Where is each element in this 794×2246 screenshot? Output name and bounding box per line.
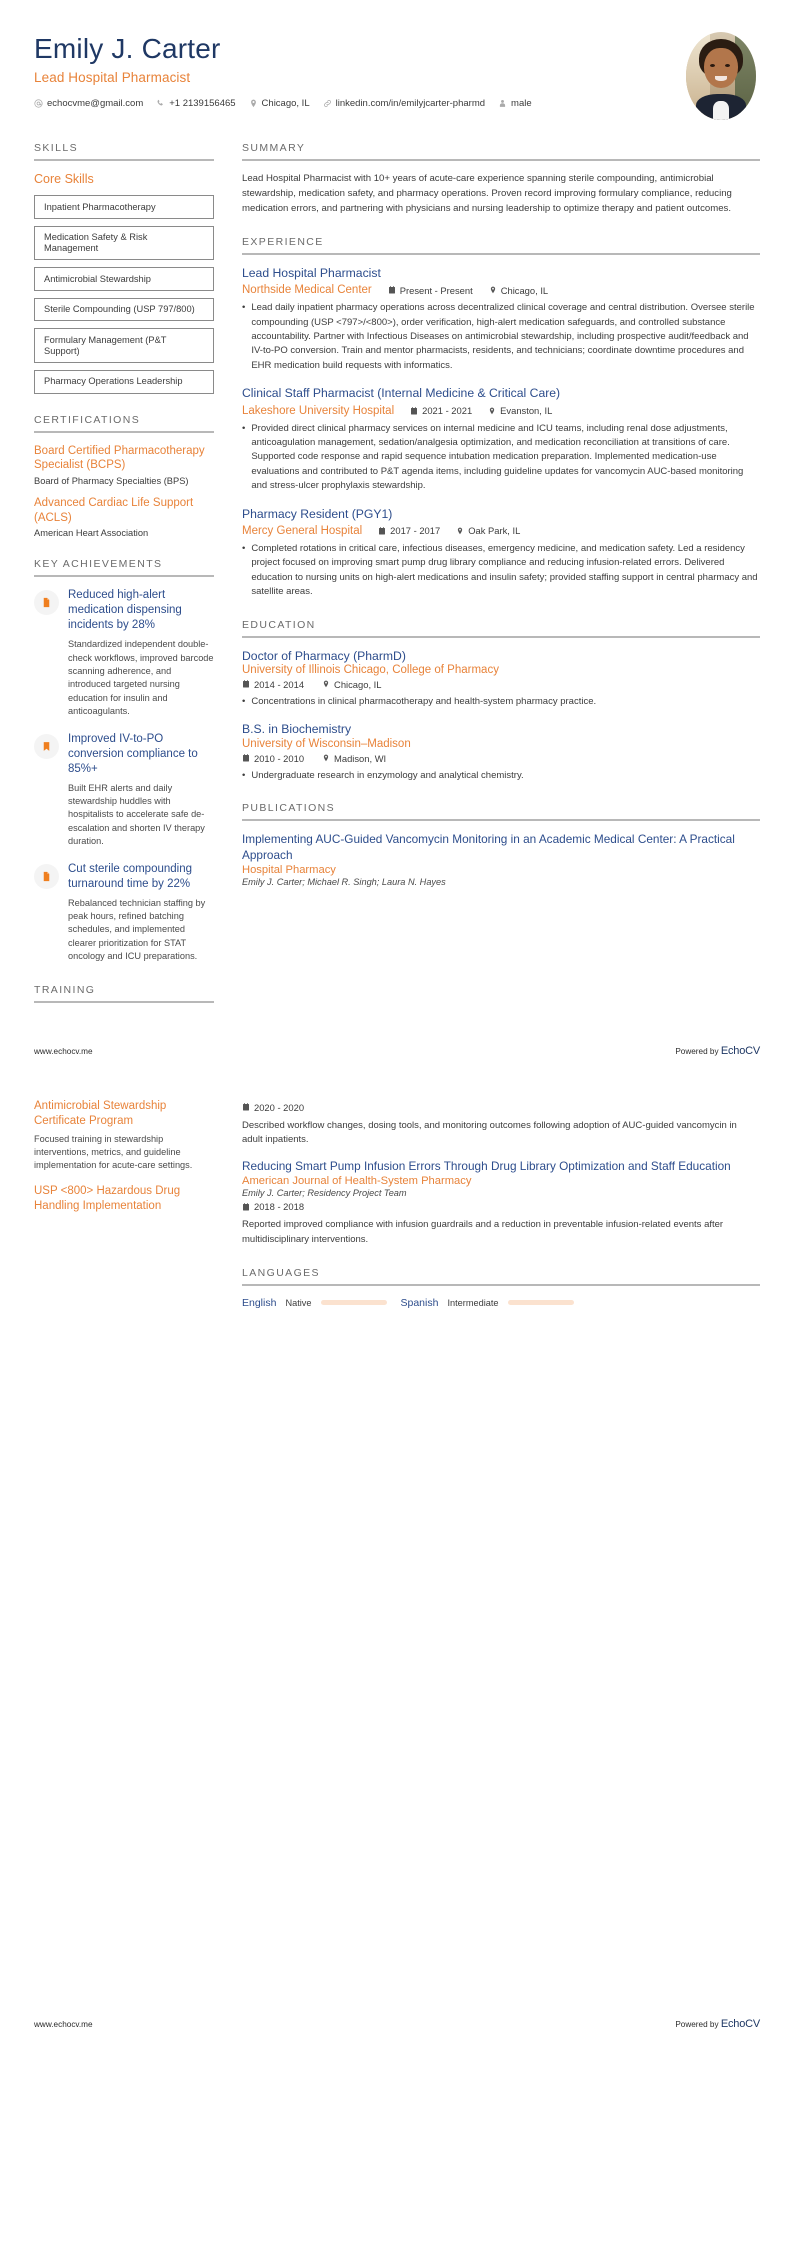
bullet-item [242,542,760,600]
education-location [322,679,381,690]
skill-pill: Antimicrobial Stewardship [34,267,214,291]
section-certifications [34,414,214,539]
section-rule-certifications [34,431,214,433]
certification-org: Board of Pharmacy Specialties (BPS) [34,475,189,486]
education-location-text: Chicago, IL [334,678,382,690]
section-title-summary: SUMMARY [242,142,306,154]
experience-dates [410,405,472,416]
calendar-icon [378,527,386,535]
experience-company: Mercy General Hospital [242,524,363,537]
calendar-icon [410,407,418,415]
section-publications [242,802,760,887]
bullet-dot: • [242,542,246,554]
publication-journal: Hospital Pharmacy [242,864,336,877]
experience-bullets [242,301,760,373]
skill-pill: Medication Safety & Risk Management [34,226,214,260]
education-degree: Doctor of Pharmacy (PharmD) [242,648,406,663]
certification-item [34,496,214,538]
achievement-title: Cut sterile compounding turnaround time by 22% [68,862,193,890]
calendar-icon [388,286,396,294]
education-dates-text: 2010 - 2010 [254,752,305,764]
contact-row [34,98,686,109]
right-column [232,142,760,906]
section-title-experience: EXPERIENCE [242,235,324,248]
skill-pill: Sterile Compounding (USP 797/800) [34,298,214,322]
contact-phone[interactable] [156,98,235,109]
bullet-item [242,301,760,373]
education-entry [242,722,760,783]
education-school: University of Illinois Chicago, College of Pharmacy [242,663,499,676]
experience-location [489,285,548,296]
skill-pill: Formulary Management (P&T Support) [34,328,214,362]
document-icon [34,864,59,889]
achievement-item [34,732,214,849]
bullet-text: Lead daily inpatient pharmacy operations across decentralized clinical coverage and central distribution. Oversee sterile compounding (USP <797>/<800>), order verification, high-alert medication safeguards, and controlled substance accountability. Partner with Infectious Diseases on antimicrobial stewardship, including prospective audit/feedback and IV-to-PO conversion. Train and mentor pharmacists, residents, and technicians; coordinate downtime procedures and EHR medication build requests with informatics. [251,302,755,371]
footer-brand-name: EchoCV [720,1044,760,1057]
achievement-body [68,732,214,849]
language-level: Native [285,1297,312,1308]
section-summary [242,142,760,217]
section-title-skills: SKILLS [34,142,79,154]
section-experience [242,236,760,600]
bookmark-icon [34,734,59,759]
avatar-photo [686,32,756,120]
calendar-icon [242,680,250,688]
section-title-publications: PUBLICATIONS [242,802,336,815]
avatar [686,32,756,120]
language-item [242,1297,387,1309]
achievement-desc: Standardized independent double-check workflows, improved barcode scanning adherence, and introduced targeted nursing education for insulin and anticoagulants. [68,639,214,717]
section-rule-summary [242,159,760,161]
contact-gender [498,98,532,109]
education-entry [242,649,760,710]
certification-name: Advanced Cardiac Life Support (ACLS) [34,496,194,524]
location-icon [249,99,258,108]
publication-desc: Reported improved compliance with infusion guardrails and a reduction in preventable infusion-related events after multidisciplinary interventions. [242,1219,724,1245]
candidate-name: Emily J. Carter [34,33,221,64]
language-proficiency-bar [508,1300,574,1305]
location-icon [488,407,496,415]
publication-journal: American Journal of Health-System Pharmacy [242,1175,472,1188]
section-title-languages: LANGUAGES [242,1266,320,1279]
experience-dates [378,525,440,536]
section-rule-publications [242,819,760,821]
training-item [34,1099,214,1173]
section-title-education: EDUCATION [242,618,316,631]
language-proficiency-bar [321,1300,387,1305]
footer-powered-text: Powered by [675,2019,721,2029]
experience-dates [388,285,473,296]
experience-dates-text: Present - Present [399,284,473,296]
publication-dates [242,1102,760,1113]
experience-meta [242,525,760,537]
resume-page-2 [0,1091,794,2030]
bullet-text: Undergraduate research in enzymology and analytical chemistry. [251,769,524,781]
experience-location-text: Evanston, IL [500,405,553,417]
publication-item [242,832,760,887]
summary-text: Lead Hospital Pharmacist with 10+ years of acute-care experience spanning sterile compounding, antimicrobial stewardship, medication safety, and pharmacy operations. Proven record improving formulary compliance, reducing medication errors, and partnering with physicians and nursing leadership to optimize therapy and patient outcomes. [242,173,732,214]
language-item [401,1297,574,1309]
link-icon [323,99,332,108]
location-icon [322,680,330,688]
education-dates [242,753,304,764]
skill-pill: Inpatient Pharmacotherapy [34,195,214,219]
calendar-icon [242,1103,250,1111]
education-degree: B.S. in Biochemistry [242,722,352,737]
training-desc: Focused training in stewardship interventions, metrics, and guideline implementation for acute-care settings. [34,1133,193,1171]
location-icon [489,286,497,294]
training-name: Antimicrobial Stewardship Certificate Program [34,1099,167,1127]
section-rule-key-achievements [34,575,214,577]
email-icon [34,99,43,108]
skills-group-title: Core Skills [34,172,94,186]
section-rule-training [34,1001,214,1003]
bullet-dot: • [242,769,246,781]
avatar-eye-right [725,64,730,67]
bullet-dot: • [242,422,246,434]
calendar-icon [242,754,250,762]
avatar-face [704,48,738,88]
publication-dates [242,1201,760,1212]
resume-columns-page-1 [0,120,794,1023]
left-column-page-2 [34,1099,232,1225]
publication-authors: Emily J. Carter; Michael R. Singh; Laura N. Hayes [242,877,446,888]
education-location-text: Madison, WI [334,752,387,764]
location-icon [456,527,464,535]
contact-email-text: echocvme@gmail.com [47,98,144,110]
page-1-spacer [0,1023,794,1045]
achievement-item [34,862,214,964]
publication-item [242,1159,760,1247]
education-dates [242,679,304,690]
experience-entry [242,266,760,373]
achievement-desc: Built EHR alerts and daily stewardship huddles with hospitalists to accelerate safe de-escalation and shorten IV therapy duration. [68,782,205,847]
publication-dates-text: 2020 - 2020 [254,1101,305,1113]
section-skills [34,142,214,394]
experience-entry [242,386,760,493]
experience-location [488,405,552,416]
language-name: Spanish [400,1296,439,1309]
footer-brand-name: EchoCV [720,2017,760,2030]
education-meta [242,679,760,690]
experience-bullets [242,422,760,494]
resume-page-1 [0,0,794,1057]
right-column-page-2 [232,1099,760,1328]
bullet-text: Concentrations in clinical pharmacotherapy and health-system pharmacy practice. [251,695,597,707]
document-icon [34,590,59,615]
section-title-certifications: CERTIFICATIONS [34,413,141,426]
language-level: Intermediate [447,1297,499,1308]
education-location [322,753,386,764]
header-left [34,30,686,109]
bullet-text: Completed rotations in critical care, infectious diseases, emergency medicine, and medication safety. Led a residency project focused on improving smart pump drug library compliance and reducing infusion-related errors. Delivered education to nursing units on high-alert medications and insulin safety; provided staffing support in central pharmacy and satellite areas. [251,542,758,598]
contact-phone-text: +1 2139156465 [169,98,236,110]
section-education [242,619,760,783]
avatar-shirt [713,101,730,120]
avatar-eye-left [710,64,715,67]
footer-brand [675,1045,760,1057]
section-title-key-achievements: KEY ACHIEVEMENTS [34,558,163,571]
page-break [0,1057,794,1091]
footer-brand [675,2018,760,2030]
education-bullets [242,695,760,709]
contact-email[interactable] [34,98,143,109]
publication-authors: Emily J. Carter; Residency Project Team [242,1188,407,1199]
phone-icon [156,99,165,108]
footer-powered-text: Powered by [675,1046,721,1056]
footer-url[interactable]: www.echocv.me [34,1046,93,1056]
section-rule-experience [242,253,760,255]
experience-location [456,525,520,536]
publication-title: Reducing Smart Pump Infusion Errors Through Drug Library Optimization and Staff Education [242,1158,731,1173]
certification-item [34,444,214,486]
experience-job-title: Lead Hospital Pharmacist [242,265,381,280]
experience-entry [242,507,760,600]
location-icon [322,754,330,762]
bullet-item [242,695,760,709]
education-school: University of Wisconsin–Madison [242,737,411,750]
education-bullets [242,769,760,783]
skill-pill: Pharmacy Operations Leadership [34,370,214,394]
section-title-training: TRAINING [34,983,96,996]
experience-dates-text: 2021 - 2021 [422,405,473,417]
achievement-body [68,588,214,718]
publication-item-continued [242,1102,760,1148]
section-rule-languages [242,1284,760,1286]
experience-location-text: Chicago, IL [500,284,549,296]
person-icon [498,99,507,108]
publication-title: Implementing AUC-Guided Vancomycin Monitoring in an Academic Medical Center: A Practical Approach [242,832,735,862]
experience-bullets [242,542,760,600]
training-item [34,1184,214,1214]
education-dates-text: 2014 - 2014 [254,678,305,690]
experience-job-title: Clinical Staff Pharmacist (Internal Medicine & Critical Care) [242,386,561,401]
page-2-spacer [0,1328,794,2018]
calendar-icon [242,1203,250,1211]
languages-row [242,1297,760,1309]
experience-company: Lakeshore University Hospital [242,404,395,417]
resume-header [0,0,794,120]
publication-dates-text: 2018 - 2018 [254,1201,305,1213]
bullet-dot: • [242,695,246,707]
contact-location-text: Chicago, IL [261,98,310,110]
section-training [34,984,214,1003]
section-languages [242,1267,760,1309]
experience-location-text: Oak Park, IL [468,525,521,537]
language-name: English [242,1296,277,1309]
experience-company: Northside Medical Center [242,284,372,297]
training-name: USP <800> Hazardous Drug Handling Implementation [34,1184,181,1212]
resume-columns-page-2 [0,1091,794,1328]
achievement-body [68,862,214,964]
bullet-text: Provided direct clinical pharmacy services on internal medicine and ICU teams, including renal dose adjustments, anticoagulation management, sedation/analgesia optimization, and medication reconciliation at transitions of care. Supported code response and rapid sequence intubation medication preparation. Implemented medication-use evaluations and contributed to P&T agenda items, including guideline updates for vancomycin AUC-based monitoring and stress-ulcer prophylaxis stewardship. [251,422,744,492]
section-key-achievements [34,558,214,963]
page-2-footer [0,2018,794,2030]
certification-name: Board Certified Pharmacotherapy Specialist (BCPS) [34,444,205,472]
experience-dates-text: 2017 - 2017 [390,525,441,537]
page-1-footer [0,1045,794,1057]
contact-location [249,98,310,109]
experience-meta [242,284,760,296]
achievement-item [34,588,214,718]
bullet-dot: • [242,302,246,314]
achievement-title: Reduced high-alert medication dispensing incidents by 28% [68,589,182,632]
contact-gender-text: male [511,98,532,110]
section-rule-skills [34,159,214,161]
achievement-desc: Rebalanced technician staffing by peak hours, refined batching schedules, and implemented clearer prioritization for STAT oncology and ICU preparations. [68,897,206,962]
section-rule-education [242,636,760,638]
bullet-item [242,769,760,783]
certification-org: American Heart Association [34,528,149,539]
bullet-item [242,422,760,494]
experience-meta [242,405,760,417]
contact-linkedin-text: linkedin.com/in/emilyjcarter-pharmd [335,98,486,110]
experience-job-title: Pharmacy Resident (PGY1) [242,506,393,521]
left-column [34,142,232,1023]
education-meta [242,753,760,764]
candidate-job-title: Lead Hospital Pharmacist [34,70,191,86]
avatar-mouth [715,76,726,81]
publication-desc: Described workflow changes, dosing tools, and monitoring outcomes following adoption of AUC-guided vancomycin in adult inpatients. [242,1119,737,1146]
contact-linkedin[interactable] [323,98,485,109]
footer-url[interactable]: www.echocv.me [34,2019,93,2029]
achievement-title: Improved IV-to-PO conversion compliance to 85%+ [68,732,198,775]
